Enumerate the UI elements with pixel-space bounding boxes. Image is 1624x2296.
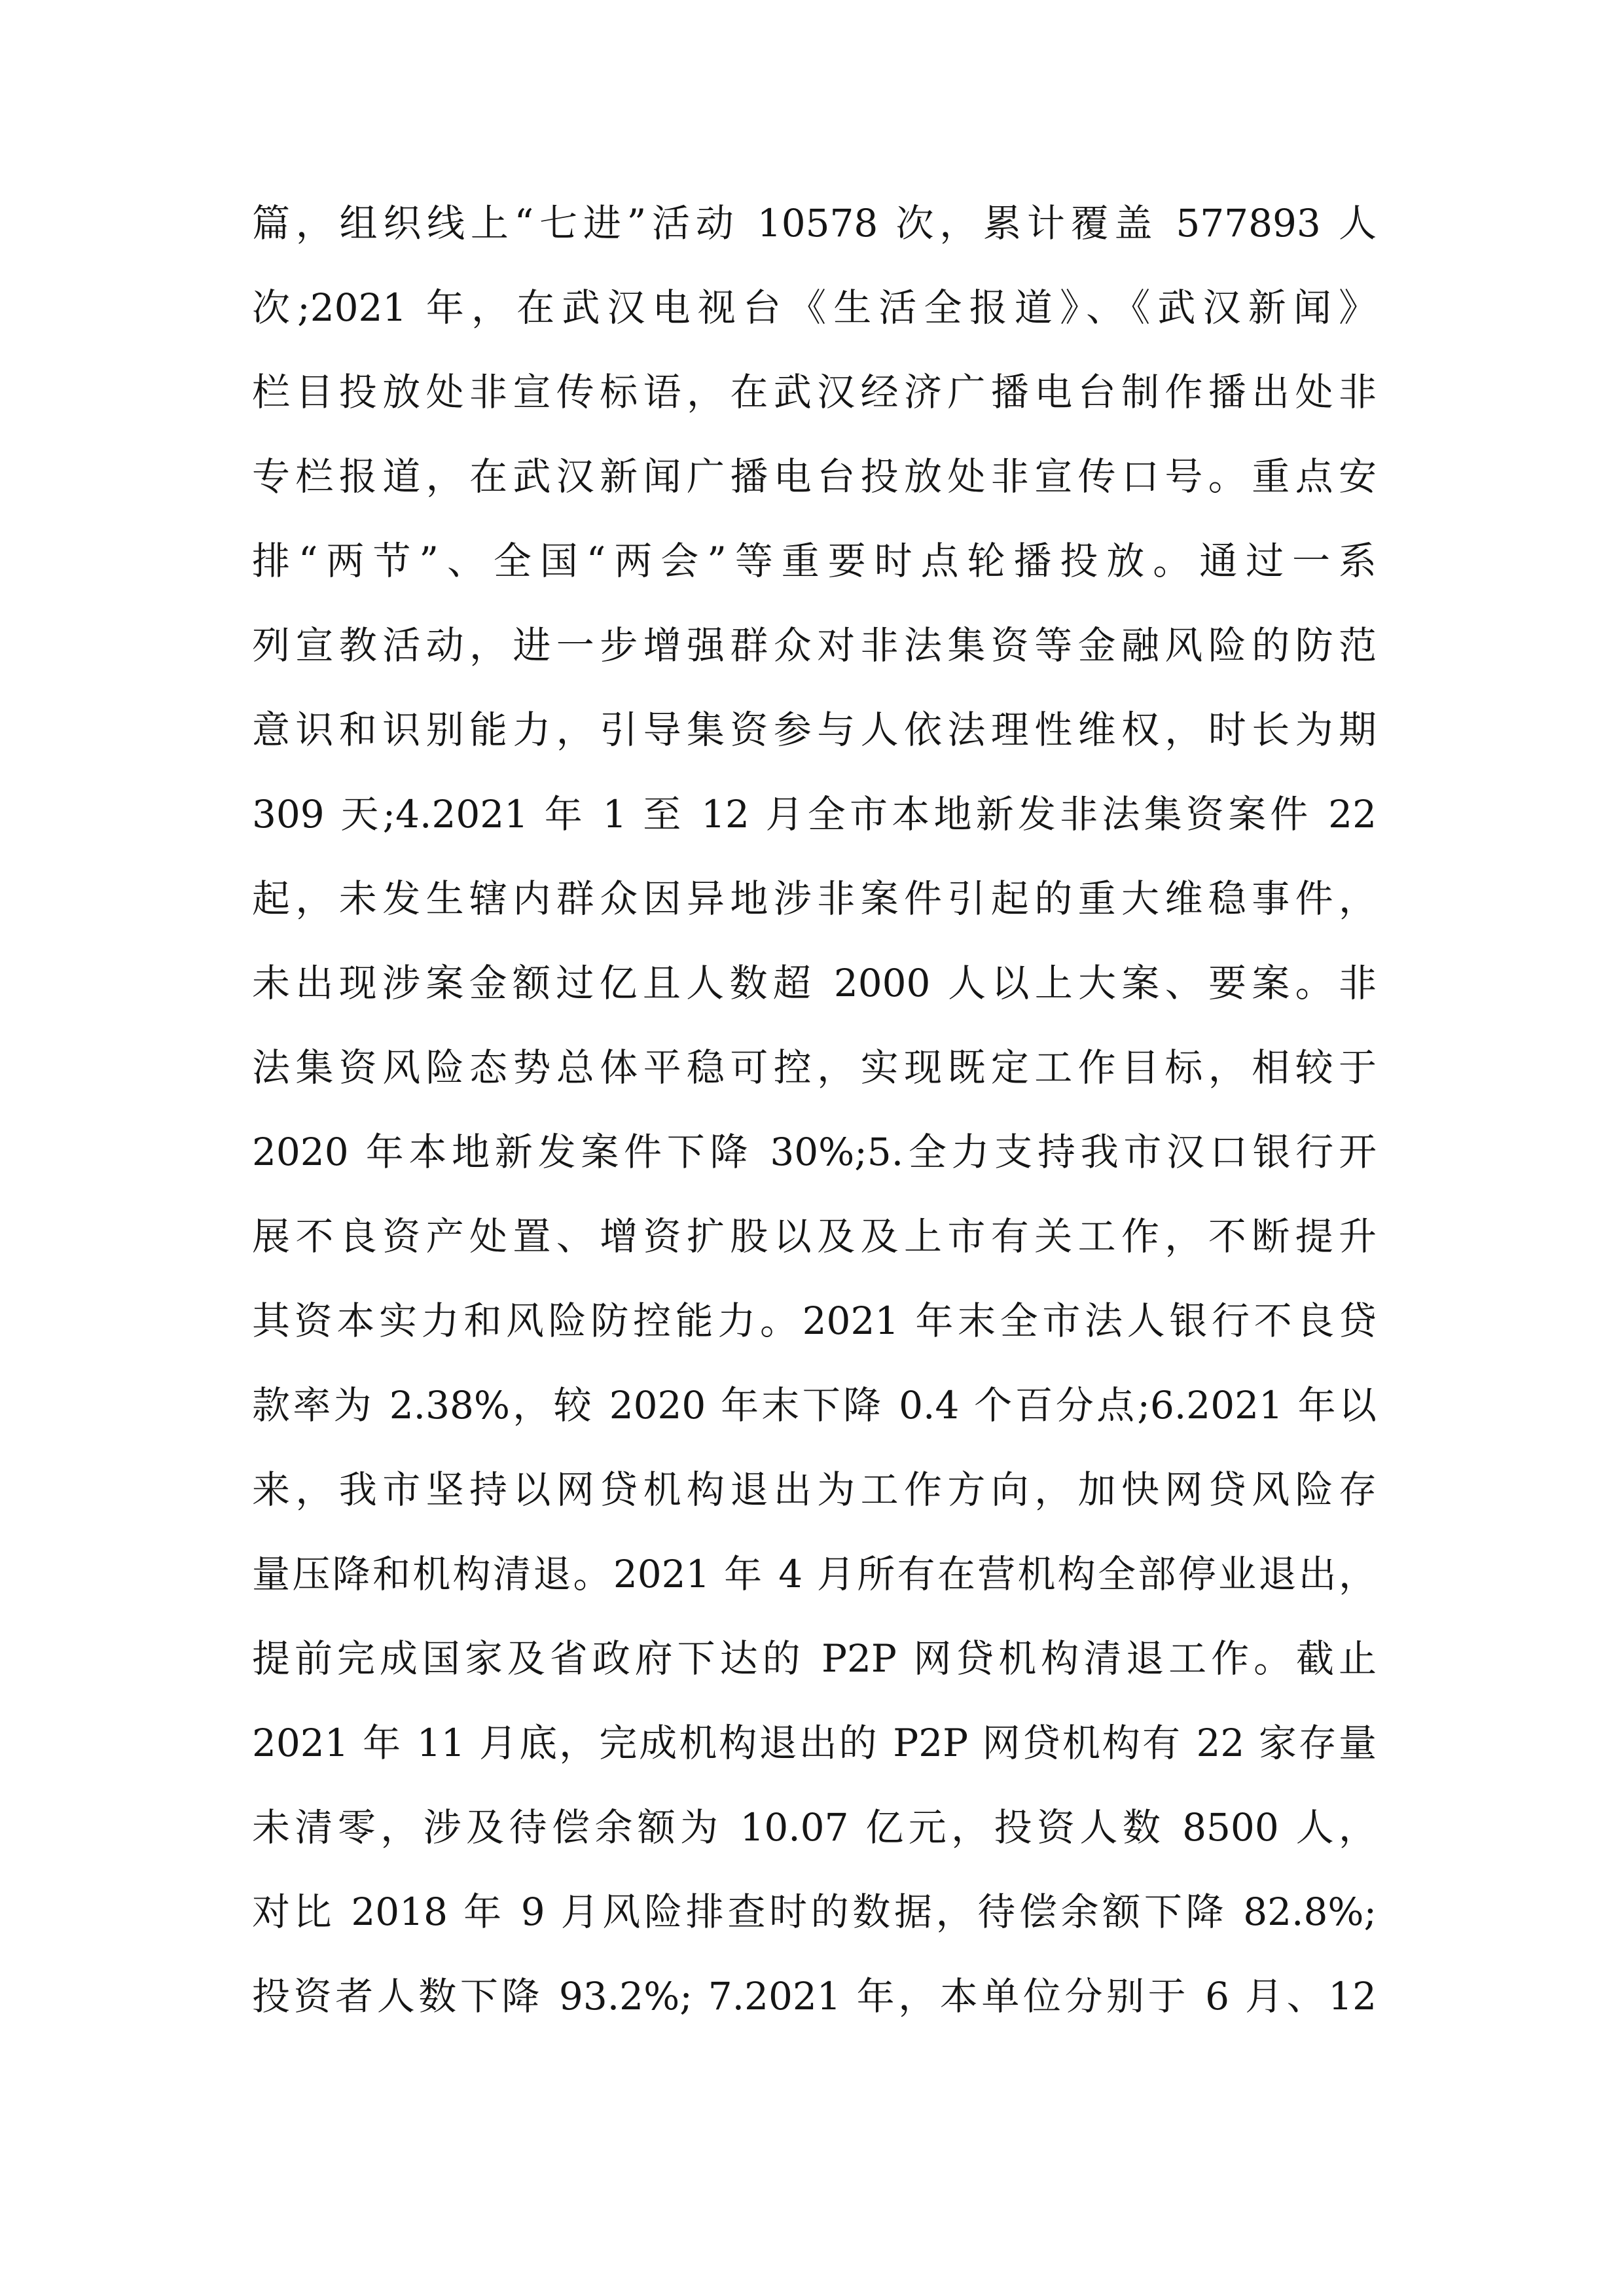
text-line: 量压降和机构清退。2021 年 4 月所有在营机构全部停业退出， xyxy=(252,1552,1377,1596)
text-line: 其资本实力和风险防控能力。2021 年末全市法人银行不良贷 xyxy=(252,1299,1377,1343)
text-line: 起，未发生辖内群众因异地涉非案件引起的重大维稳事件， xyxy=(252,876,1377,921)
text-line: 309 天;4.2021 年 1 至 12 月全市本地新发非法集资案件 22 xyxy=(252,792,1377,836)
text-line: 2021 年 11 月底，完成机构退出的 P2P 网贷机构有 22 家存量 xyxy=(252,1721,1377,1765)
body-text xyxy=(252,181,1377,2039)
text-line: 款率为 2.38%，较 2020 年末下降 0.4 个百分点;6.2021 年以 xyxy=(252,1383,1377,1427)
text-line: 意识和识别能力，引导集资参与人依法理性维权，时长为期 xyxy=(252,708,1377,752)
text-line: 列宣教活动，进一步增强群众对非法集资等金融风险的防范 xyxy=(252,623,1377,668)
text-line: 2020 年本地新发案件下降 30%;5.全力支持我市汉口银行开 xyxy=(252,1130,1377,1174)
text-line: 提前完成国家及省政府下达的 P2P 网贷机构清退工作。截止 xyxy=(252,1636,1377,1681)
text-line: 篇，组织线上“七进”活动 10578 次，累计覆盖 577893 人 xyxy=(252,201,1377,245)
text-line: 排“两节”、全国“两会”等重要时点轮播投放。通过一系 xyxy=(252,539,1377,583)
text-line: 展不良资产处置、增资扩股以及及上市有关工作，不断提升 xyxy=(252,1214,1377,1259)
text-line: 栏目投放处非宣传标语，在武汉经济广播电台制作播出处非 xyxy=(252,370,1377,414)
text-line: 对比 2018 年 9 月风险排查时的数据，待偿余额下降 82.8%; xyxy=(252,1890,1377,1934)
text-line: 专栏报道，在武汉新闻广播电台投放处非宣传口号。重点安 xyxy=(252,454,1377,499)
text-line: 未出现涉案金额过亿且人数超 2000 人以上大案、要案。非 xyxy=(252,961,1377,1005)
text-line: 来，我市坚持以网贷机构退出为工作方向，加快网贷风险存 xyxy=(252,1467,1377,1512)
text-line: 未清零，涉及待偿余额为 10.07 亿元，投资人数 8500 人， xyxy=(252,1805,1377,1850)
text-line: 投资者人数下降 93.2%; 7.2021 年，本单位分别于 6 月、12 xyxy=(252,1974,1377,2018)
text-line: 次;2021 年，在武汉电视台《生活全报道》、《武汉新闻》 xyxy=(252,285,1377,330)
text-line: 法集资风险态势总体平稳可控，实现既定工作目标，相较于 xyxy=(252,1045,1377,1090)
